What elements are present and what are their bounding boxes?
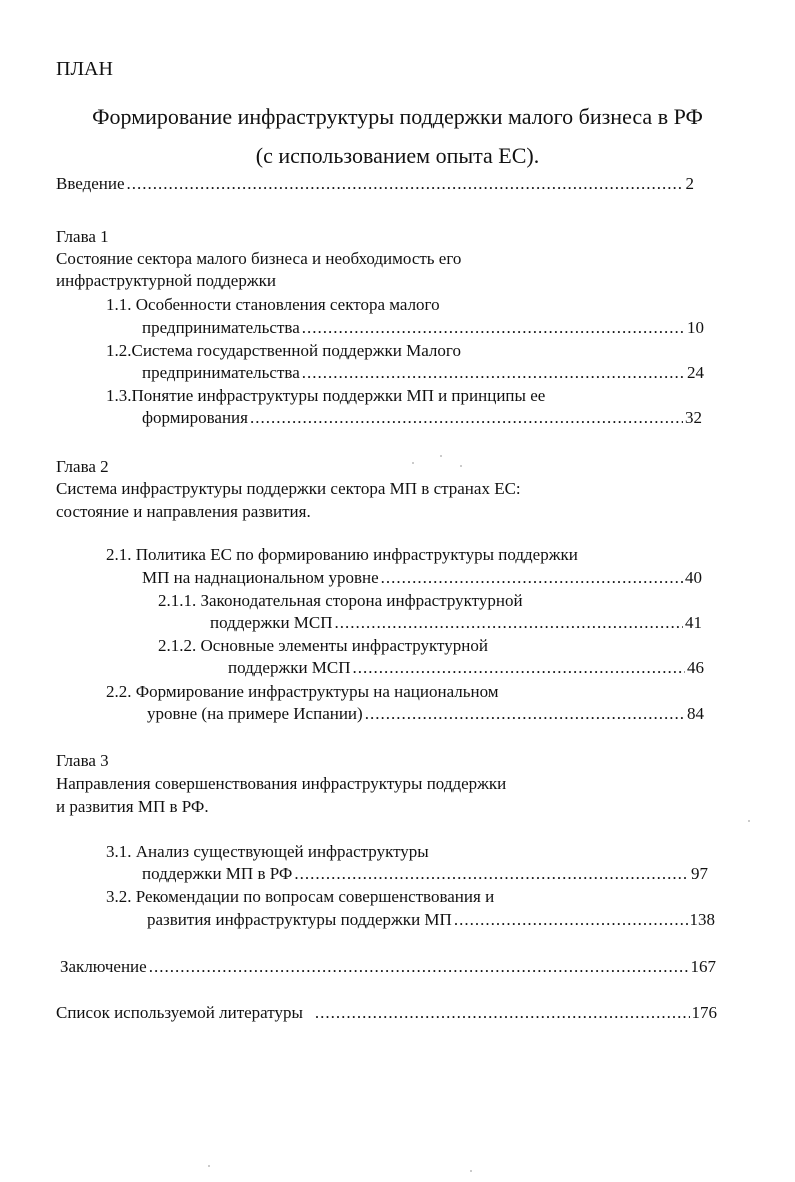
scan-speck	[412, 462, 414, 464]
toc-entry-2-1	[142, 567, 702, 589]
toc-page-number: 97	[691, 864, 708, 883]
toc-entry-conclusion	[60, 956, 716, 978]
toc-label: поддержки МП в РФ	[142, 864, 293, 883]
toc-entry-2-1-1-line1: 2.1.1. Законодательная сторона инфраструктурной	[158, 591, 523, 610]
toc-leader-dots	[294, 863, 689, 885]
chapter-2-title-line2: состояние и направления развития.	[56, 502, 311, 521]
toc-entry-1-1-line1: 1.1. Особенности становления сектора малого	[106, 295, 440, 314]
toc-page-number: 84	[687, 704, 704, 723]
toc-leader-dots	[302, 317, 685, 339]
toc-leader-dots	[127, 173, 684, 195]
toc-leader-dots	[315, 1002, 690, 1024]
scan-speck	[460, 465, 462, 467]
toc-leader-dots	[365, 703, 685, 725]
chapter-1-label: Глава 1	[56, 227, 109, 246]
toc-entry-1-2	[142, 362, 704, 384]
toc-entry-2-1-line1: 2.1. Политика ЕС по формированию инфраструктуры поддержки	[106, 545, 578, 564]
chapter-3-title-line2: и развития МП в РФ.	[56, 797, 209, 816]
chapter-2-label: Глава 2	[56, 457, 109, 476]
toc-entry-3-1	[142, 863, 708, 885]
toc-entry-3-2	[147, 909, 715, 931]
toc-entry-3-1-line1: 3.1. Анализ существующей инфраструктуры	[106, 842, 429, 861]
chapter-3-label: Глава 3	[56, 751, 109, 770]
chapter-3-title-line1: Направления совершенствования инфраструктуры поддержки	[56, 774, 507, 793]
toc-entry-1-3-line1: 1.3.Понятие инфраструктуры поддержки МП и принципы ее	[106, 386, 546, 405]
toc-entry-2-2	[147, 703, 704, 725]
toc-entry-1-2-line1: 1.2.Система государственной поддержки Малого	[106, 341, 461, 360]
scan-speck	[470, 1170, 472, 1172]
scan-speck	[440, 455, 442, 457]
toc-entry-intro	[56, 173, 694, 195]
toc-entry-1-3	[142, 407, 702, 429]
toc-leader-dots	[302, 362, 685, 384]
toc-entry-2-1-1	[210, 612, 702, 634]
toc-label: предпринимательства	[142, 363, 300, 382]
document-title-line1: Формирование инфраструктуры поддержки малого бизнеса в РФ	[92, 104, 703, 129]
scan-speck	[748, 820, 750, 822]
chapter-1-title-line2: инфраструктурной поддержки	[56, 271, 276, 290]
toc-leader-dots	[250, 407, 683, 429]
toc-leader-dots	[454, 909, 688, 931]
toc-page-number: 46	[687, 658, 704, 677]
toc-page-number: 40	[685, 568, 702, 587]
toc-leader-dots	[381, 567, 683, 589]
toc-page-number: 10	[687, 318, 704, 337]
toc-page-number: 2	[685, 174, 694, 193]
toc-entry-2-2-line1: 2.2. Формирование инфраструктуры на национальном	[106, 682, 499, 701]
toc-leader-dots	[353, 657, 685, 679]
toc-leader-dots	[335, 612, 683, 634]
toc-label: МП на наднациональном уровне	[142, 568, 379, 587]
toc-page-number: 41	[685, 613, 702, 632]
plan-heading: ПЛАН	[56, 58, 113, 80]
toc-page-number: 167	[690, 957, 716, 976]
document-title-line2: (с использованием опыта ЕС).	[255, 143, 540, 168]
toc-entry-1-1	[142, 317, 704, 339]
toc-label: развития инфраструктуры поддержки МП	[147, 910, 452, 929]
toc-label: предпринимательства	[142, 318, 300, 337]
toc-entry-3-2-line1: 3.2. Рекомендации по вопросам совершенствования и	[106, 887, 495, 906]
toc-entry-bibliography	[56, 1002, 717, 1024]
toc-page-number: 32	[685, 408, 702, 427]
toc-leader-dots	[149, 956, 689, 978]
toc-label: формирования	[142, 408, 248, 427]
toc-page-number: 176	[691, 1003, 717, 1022]
toc-label: Заключение	[60, 957, 147, 976]
toc-label: поддержки МСП	[210, 613, 333, 632]
toc-page-number: 24	[687, 363, 704, 382]
scan-speck	[208, 1165, 210, 1167]
chapter-2-title-line1: Система инфраструктуры поддержки сектора МП в странах ЕС:	[56, 479, 521, 498]
toc-entry-2-1-2-line1: 2.1.2. Основные элементы инфраструктурной	[158, 636, 488, 655]
chapter-1-title-line1: Состояние сектора малого бизнеса и необходимость его	[56, 249, 462, 268]
toc-label: поддержки МСП	[228, 658, 351, 677]
toc-label: уровне (на примере Испании)	[147, 704, 363, 723]
toc-entry-2-1-2	[228, 657, 704, 679]
toc-label: Список используемой литературы	[56, 1003, 303, 1022]
toc-page-number: 138	[689, 910, 715, 929]
toc-label: Введение	[56, 174, 125, 193]
